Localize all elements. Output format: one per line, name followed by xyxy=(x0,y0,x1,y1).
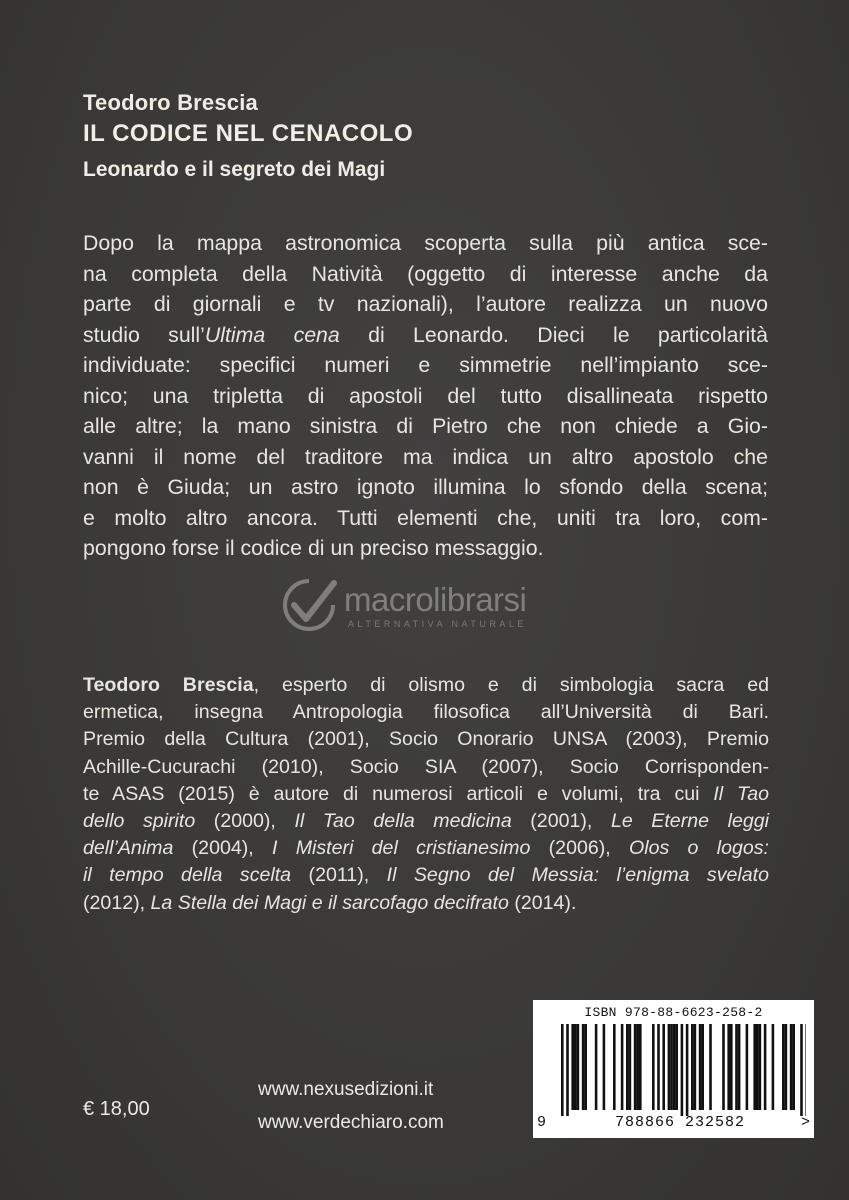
bio-book-title: dello spirito xyxy=(83,810,196,833)
ean-first-digit: 9 xyxy=(537,1114,547,1131)
barcode-bar xyxy=(657,1024,660,1110)
barcode-bar xyxy=(792,1024,795,1110)
bio-text: (2001), xyxy=(511,810,611,833)
watermark-brand: macrolibrarsi xyxy=(344,581,527,618)
barcode-bar xyxy=(709,1024,712,1110)
barcode-bar xyxy=(668,1024,671,1110)
barcode-bar xyxy=(670,1024,673,1110)
barcode-bar xyxy=(626,1024,629,1110)
barcode-bar xyxy=(746,1024,749,1110)
bio-book-title: Il Tao della medicina xyxy=(294,810,512,833)
barcode-bar xyxy=(694,1024,697,1110)
barcode-bar xyxy=(595,1024,598,1110)
barcode-bar xyxy=(764,1024,767,1110)
bio-line xyxy=(83,808,769,835)
bio-book-title: il tempo della scelta xyxy=(83,864,292,887)
synopsis-line: vanni il nome del traditore ma indica un altro apostolo che xyxy=(83,444,768,469)
synopsis-line: nico; una tripletta di apostoli del tutto disallineata rispetto xyxy=(83,383,768,408)
synopsis-line: parte di giornali e tv nazionali), l’autore realizza un nuovo xyxy=(83,292,768,316)
barcode-bar xyxy=(686,1024,689,1116)
synopsis-line: individuate: specifici numeri e simmetrie nell’impianto sce- xyxy=(83,353,768,377)
isbn-label: ISBN 978-88-6623-258-2 xyxy=(584,1005,763,1020)
synopsis-paragraph xyxy=(83,228,768,564)
book-subtitle: Leonardo e il segreto dei Magi xyxy=(83,158,386,181)
bio-text: (2014). xyxy=(508,891,577,914)
price-label: € 18,00 xyxy=(83,1098,150,1120)
synopsis-italic-title: Ultima cena xyxy=(204,322,340,347)
bio-line xyxy=(83,672,769,699)
barcode-bar xyxy=(756,1024,759,1110)
barcode-bar xyxy=(603,1024,606,1110)
watermark-tagline: ALTERNATIVA NATURALE xyxy=(348,619,527,629)
bio-line xyxy=(83,890,769,917)
bio-line: Achille-Cucurachi (2010), Socio SIA (2007), Socio Corrisponden- xyxy=(83,755,769,778)
barcode-bar xyxy=(582,1024,585,1110)
bio-book-title: Il Tao xyxy=(713,782,769,805)
bio-author-name: Teodoro Brescia xyxy=(83,674,254,696)
macrolibrarsi-watermark xyxy=(276,575,596,635)
bio-book-title: Il Segno del Messia: l’enigma svelato xyxy=(386,864,770,887)
barcode-bar xyxy=(636,1024,639,1110)
publisher-urls xyxy=(258,1073,444,1139)
barcode-bar xyxy=(629,1024,632,1110)
barcode-graphic xyxy=(541,1024,806,1116)
barcode-bar xyxy=(805,1024,806,1116)
barcode-bar xyxy=(574,1024,577,1110)
bio-text: (2006), xyxy=(530,837,630,860)
bio-book-title: La Stella dei Magi e il sarcofago decifrato xyxy=(150,891,509,914)
barcode-bar xyxy=(738,1024,741,1110)
author-bio xyxy=(83,672,769,917)
barcode-bar xyxy=(727,1024,730,1110)
synopsis-text: studio sull’ xyxy=(83,322,205,347)
checkmark-swoosh-icon xyxy=(276,575,342,635)
barcode-bar xyxy=(790,1024,793,1110)
barcode-bar xyxy=(577,1024,580,1110)
publisher-url-nexus[interactable]: www.nexusedizioni.it xyxy=(258,1079,434,1100)
bio-line: ermetica, insegna Antropologia filosofica all’Università di Bari. xyxy=(83,701,769,724)
barcode-bar xyxy=(673,1024,676,1110)
bio-book-title: dell’Anima xyxy=(83,837,174,860)
synopsis-line xyxy=(83,320,768,351)
bio-line xyxy=(83,835,769,862)
barcode-bar xyxy=(561,1024,564,1116)
bio-text: (2011), xyxy=(291,864,387,887)
barcode-bar xyxy=(759,1024,762,1110)
barcode-bar xyxy=(785,1024,788,1110)
bio-book-title: Olos o logos: xyxy=(629,837,769,860)
barcode-bar xyxy=(772,1024,775,1110)
barcode-bar xyxy=(691,1024,694,1110)
synopsis-line: pongono forse il codice di un preciso messaggio. xyxy=(83,536,544,560)
book-title: IL CODICE NEL CENACOLO xyxy=(83,120,414,147)
barcode-bar xyxy=(662,1024,665,1110)
barcode-bar xyxy=(800,1024,803,1116)
barcode-bar xyxy=(675,1024,678,1110)
synopsis-line: alle altre; la mano sinistra di Pietro che non chiede a Gio- xyxy=(83,414,768,438)
bio-text: (2004), xyxy=(173,837,273,860)
barcode-bar xyxy=(652,1024,655,1110)
book-header xyxy=(83,90,783,182)
synopsis-line: e molto altro ancora. Tutti elementi che, uniti tra loro, com- xyxy=(83,505,768,530)
bio-text: (2000), xyxy=(195,810,295,833)
synopsis-line: Dopo la mappa astronomica scoperta sulla più antica sce- xyxy=(83,231,768,255)
bio-book-title: I Misteri del cristianesimo xyxy=(272,837,531,860)
barcode-bar xyxy=(730,1024,733,1110)
bio-text: (2012), xyxy=(83,891,151,914)
barcode-bar xyxy=(722,1024,725,1110)
synopsis-text: di Leonardo. Dieci le particolarità xyxy=(339,322,769,347)
synopsis-line: non è Giuda; un astro ignoto illumina lo sfondo della scena; xyxy=(83,475,768,499)
barcode-bar xyxy=(681,1024,684,1116)
synopsis-line: na completa della Natività (oggetto di interesse anche da xyxy=(83,261,768,286)
barcode-bar xyxy=(735,1024,738,1110)
barcode-bar xyxy=(566,1024,569,1116)
ean-quiet-zone-marker: > xyxy=(800,1114,810,1131)
bio-book-title: Le Eterne leggi xyxy=(610,810,769,833)
bio-line xyxy=(83,862,769,889)
author-name: Teodoro Brescia xyxy=(83,90,258,115)
bio-line: Premio della Cultura (2001), Socio Onorario UNSA (2003), Premio xyxy=(83,728,769,751)
bio-line xyxy=(83,781,769,808)
barcode-bar xyxy=(782,1024,785,1110)
barcode-bar xyxy=(701,1024,704,1110)
barcode-bar xyxy=(621,1024,624,1110)
barcode-bar xyxy=(699,1024,702,1110)
barcode-bar xyxy=(634,1024,637,1110)
barcode-bar xyxy=(584,1024,587,1110)
barcode-bar xyxy=(613,1024,616,1110)
isbn-barcode-box xyxy=(533,1000,814,1138)
barcode-bar xyxy=(639,1024,642,1110)
ean-digit-groups: 788866 232582 xyxy=(614,1114,746,1131)
barcode-bar xyxy=(571,1024,574,1110)
bio-text: , esperto di olismo e di simbologia sacra ed xyxy=(253,674,769,696)
barcode-bar xyxy=(753,1024,756,1110)
publisher-url-verdechiaro[interactable]: www.verdechiaro.com xyxy=(258,1112,444,1133)
bio-text: te ASAS (2015) è autore di numerosi articoli e volumi, tra cui xyxy=(83,782,714,805)
